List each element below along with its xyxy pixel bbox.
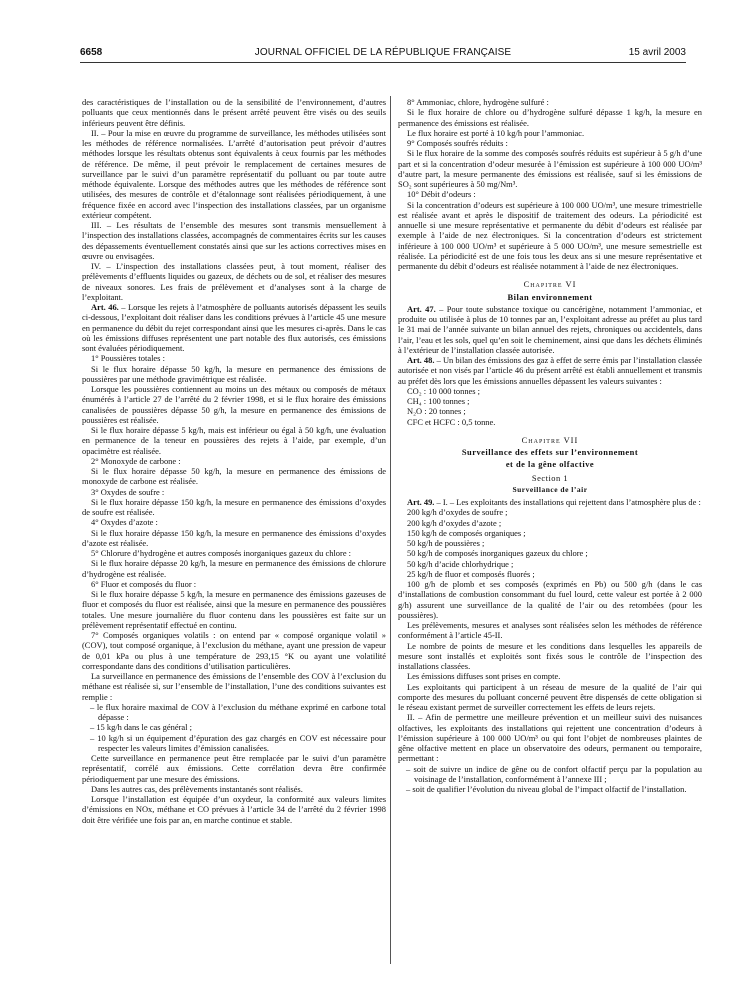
paragraph-text: 8° Ammoniac, chlore, hydrogène sulfuré : (407, 97, 549, 107)
paragraph-text: II. – Afin de permettre une meilleure prévention et un meilleur suivi des nuisances olfactives, les exploitants des installations qui rejettent une concentration d’odeurs à l’émission supérieure à 100 000 UO/m³ ou qui font l’objet de nombreuses plaintes de gêne olfactive mettent en place un observatoire des odeurs, permanent ou temporaire, permettant : (398, 712, 702, 764)
paragraph-text: 9° Composés soufrés réduits : (407, 138, 508, 148)
column-divider (390, 96, 391, 964)
paragraph (82, 97, 386, 128)
paragraph-text: Chapitre VII (521, 434, 579, 445)
section-heading (398, 292, 702, 302)
journal-title: JOURNAL OFFICIEL DE LA RÉPUBLIQUE FRANÇAISE (254, 47, 512, 58)
paragraph-text: Si le flux horaire dépasse 20 kg/h, la mesure en permanence des émissions de chlorure d’hydrogène est réalisée. (82, 558, 386, 579)
left-column (82, 97, 386, 825)
paragraph (82, 722, 386, 732)
paragraph-text: – Un bilan des émissions des gaz à effet de serre émis par l’installation classée autorisée et non visés par l’article 46 du présent arrêté est établi annuellement et transmis au préfet dès lors que les émissions annuelles dépassent les valeurs suivantes : (398, 355, 703, 386)
paragraph-text: 50 kg/h d’acide chlorhydrique ; (407, 558, 514, 569)
paragraph (398, 671, 702, 681)
paragraph-text: Lorsque l’installation est équipée d’un oxydeur, la conformité aux valeurs limites d’émissions en NOx, méthane et CO prévues à l’article 34 de l’arrêté du 2 février 1998 doit être vérifiée une fois par an, en marche continue et stable. (82, 794, 386, 825)
paragraph (82, 794, 386, 825)
paragraph-text: 50 kg/h de poussières ; (407, 538, 485, 548)
paragraph-text: Surveillance de l’air (512, 484, 588, 494)
paragraph (398, 528, 702, 538)
paragraph-text: et de la gêne olfactive (505, 459, 595, 470)
paragraph (398, 579, 702, 620)
paragraph (398, 128, 702, 138)
paragraph (398, 712, 702, 763)
paragraph-text: 150 kg/h de composés organiques ; (407, 527, 526, 538)
paragraph-text: 3° Oxydes de soufre : (91, 486, 165, 497)
paragraph (82, 733, 386, 754)
paragraph (82, 261, 386, 302)
article-number: Art. 46. (91, 302, 119, 312)
paragraph (82, 558, 386, 579)
paragraph (82, 528, 386, 549)
paragraph-text: Le nombre de points de mesure et les conditions dans lesquelles les appareils de mesure sont installés et exploités sont fixés sous le contrôle de l’inspection des installations classées. (398, 640, 702, 671)
right-column (398, 97, 702, 794)
paragraph (398, 569, 702, 579)
paragraph-text: CH₄ : 100 tonnes ; (407, 396, 470, 406)
paragraph (82, 425, 386, 456)
paragraph-text: Si le flux horaire dépasse 150 kg/h, la mesure en permanence des émissions d’oxydes de soufre est réalisée. (82, 496, 386, 517)
paragraph-text: Section 1 (531, 472, 569, 483)
paragraph-text: Si la concentration d’odeurs est supérieure à 100 000 UO/m³, une mesure trimestrielle est réalisée avant et après le dispositif de traitement des odeurs. La périodicité est annuelle si une mesure représentative et permanente du débit d’odeurs est réalisée par exemple à l’aide de nez électroniques. Si la concentration d’odeurs est strictement inférieure à 100 000 UO/m³ et supérieure à 5 000 UO/m³, une mesure semestrielle est réalisée. La périodicité est de une fois tous les deux ans si une mesure représentative et permanente du débit d’odeurs est réalisée notamment à l’aide de nez électroniques. (398, 199, 702, 271)
paragraph (82, 456, 386, 466)
paragraph (82, 671, 386, 702)
paragraph-text: – I. – Les exploitants des installations qui rejettent dans l’atmosphère plus de : (434, 497, 701, 507)
section-heading (398, 459, 702, 469)
paragraph (398, 189, 702, 199)
paragraph (82, 353, 386, 363)
paragraph-text: 5° Chlorure d’hydrogène et autres composés inorganiques gazeux du chlore : (91, 548, 352, 558)
header-rule (80, 62, 686, 63)
paragraph (82, 487, 386, 497)
paragraph-text: Les prélèvements, mesures et analyses sont réalisées selon les méthodes de référence conformément à l’article 45-II. (398, 620, 702, 641)
paragraph (398, 784, 702, 794)
paragraph (398, 559, 702, 569)
article-number: Art. 49. (407, 497, 435, 507)
paragraph (82, 784, 386, 794)
paragraph (398, 107, 702, 128)
paragraph-text: Si le flux horaire de la somme des composés soufrés réduits est supérieur à 5 g/h d’une part et si la concentration d’odeur mesurée à l’émission est supérieure à 100 000 UO/m³ d’autre part, la mesure permanente des émissions est réalisée, sauf si les émissions de SO₂ sont supérieures à 50 mg/Nm³. (398, 148, 702, 189)
paragraph-text: Surveillance des effets sur l’environnement (461, 447, 639, 457)
paragraph-text: 200 kg/h d’oxydes d’azote ; (407, 517, 502, 528)
section-heading (398, 279, 702, 289)
paragraph-text: II. – Pour la mise en œuvre du programme de surveillance, les méthodes utilisées sont les méthodes de référence normalisées. L’arrêté d’autorisation peut prévoir d’autres méthodes lorsque les résultats obtenus sont équivalents à ceux fournis par les méthodes de référence. De même, il peut prévoir le remplacement de certaines mesures de surveillance par le suivi d’un paramètre représentatif du polluant ou par toute autre méthode équivalente. Lorsque des méthodes autres que les méthodes de référence sont utilisées, des mesures de contrôle et d’étalonnage sont réalisées périodiquement, à une fréquence fixée en accord avec l’inspection des installations classées, par un organisme extérieur compétent. (82, 127, 386, 220)
paragraph (398, 764, 702, 785)
article-paragraph (398, 497, 702, 507)
paragraph (82, 517, 386, 527)
paragraph-text: III. – Les résultats de l’ensemble des mesures sont transmis mensuellement à l’inspection des installations classées, accompagnés de commentaires écrits sur les causes des dépassements éventuellement constatés ainsi que sur les actions correctives mises en œuvre ou envisagées. (82, 220, 386, 261)
paragraph (398, 148, 702, 189)
paragraph-text: Lorsque les poussières contiennent au moins un des métaux ou composés de métaux énumérés à l’article 27 de l’arrêté du 2 février 1998, et si le flux horaire des émissions canalisées de poussières dépasse 50 g/h, la mesure en permanence des émissions de poussières est réalisée. (82, 384, 386, 425)
paragraph (82, 753, 386, 784)
article-paragraph (398, 355, 702, 386)
paragraph (82, 384, 386, 425)
paragraph-text: 50 kg/h de composés inorganiques gazeux du chlore ; (407, 548, 588, 559)
paragraph (398, 507, 702, 517)
paragraph-text: – soit de suivre un indice de gêne ou de confort olfactif perçu par la population au voisinage de l’installation, conformément à l’annexe III ; (406, 763, 702, 784)
paragraph (82, 589, 386, 630)
paragraph-text: 4° Oxydes d’azote : (91, 517, 158, 528)
paragraph (398, 97, 702, 107)
paragraph-text: – 15 kg/h dans le cas général ; (90, 722, 192, 733)
paragraph (398, 396, 702, 406)
paragraph (398, 138, 702, 148)
paragraph (398, 641, 702, 672)
paragraph-text: – 10 kg/h si un équipement d’épuration des gaz chargés en COV est nécessaire pour respecter les valeurs limites d’émission canalisées. (90, 732, 386, 753)
paragraph (82, 702, 386, 723)
paragraph (398, 548, 702, 558)
paragraph (82, 579, 386, 589)
paragraph-text: 7° Composés organiques volatils : on entend par « composé organique volatil » (COV), tout composé organique, à l’exclusion du méthane, ayant une pression de vapeur de 0,01 kPa ou plus à une température de 293,15 °K ou ayant une volatilité correspondante dans des conditions d’utilisation particulières. (82, 630, 386, 671)
paragraph-text: Bilan environnement (507, 291, 593, 302)
paragraph-text: Si le flux horaire dépasse 50 kg/h, la mesure en permanence des émissions de monoxyde de carbone est réalisée. (82, 466, 386, 487)
article-number: Art. 47. (407, 303, 436, 314)
paragraph (398, 417, 702, 427)
article-paragraph (398, 304, 702, 355)
paragraph-text: Si le flux horaire dépasse 5 kg/h, la mesure en permanence des émissions gazeuses de fluor et composés du fluor est réalisée, ainsi que la mesure en permanence des poussières totales. Une mesure journalière du fluor contenu dans les poussières est faite sur un prélèvement représentatif effectué en continu. (82, 589, 386, 630)
paragraph-text: Les exploitants qui participent à un réseau de mesure de la qualité de l’air qui comporte des mesures du polluant concerné peuvent être dispensés de cette obligation si le réseau existant permet de surveiller correctement les effets de leurs rejets. (398, 681, 702, 712)
paragraph (398, 518, 702, 528)
article-number: Art. 48. (407, 355, 435, 365)
paragraph-text: CO₂ : 10 000 tonnes ; (407, 385, 481, 396)
paragraph (82, 466, 386, 487)
paragraph (82, 364, 386, 385)
paragraph-text: 1° Poussières totales : (91, 353, 165, 364)
paragraph (82, 548, 386, 558)
paragraph (398, 200, 702, 272)
paragraph (82, 630, 386, 671)
paragraph-text: Dans les autres cas, des prélèvements instantanés sont réalisés. (91, 783, 303, 794)
paragraph-text: Si le flux horaire de chlore ou d’hydrogène sulfuré dépasse 1 kg/h, la mesure en permanence des émissions est réalisée. (398, 107, 702, 128)
paragraph (398, 682, 702, 713)
section-heading (398, 447, 702, 457)
paragraph-text: La surveillance en permanence des émissions de l’ensemble des COV à l’exclusion du méthane est réalisée si, sur l’ensemble de l’installation, l’une des conditions suivantes est remplie : (82, 671, 386, 702)
paragraph-text: – le flux horaire maximal de COV à l’exclusion du méthane exprimé en carbone total dépasse : (90, 701, 386, 722)
paragraph (398, 386, 702, 396)
paragraph (82, 128, 386, 220)
paragraph-text: Si le flux horaire dépasse 5 kg/h, mais est inférieur ou égal à 50 kg/h, une évaluation en permanence de la teneur en poussières des rejets à l’aide, par exemple, d’un opacimètre est réalisée. (82, 425, 386, 456)
paragraph (82, 220, 386, 261)
paragraph-text: Si le flux horaire dépasse 50 kg/h, la mesure en permanence des émissions de poussières par une méthode gravimétrique est réalisée. (82, 363, 386, 384)
paragraph-text: Les émissions diffuses sont prises en compte. (407, 671, 561, 682)
paragraph-text: des caractéristiques de l’installation ou de la sensibilité de l’environnement, d’autres polluants que ceux mentionnés dans le présent arrêté peuvent être visés ou des seuils inférieurs peuvent être définis. (82, 97, 386, 128)
paragraph-text: N₂O : 20 tonnes ; (407, 406, 466, 417)
paragraph-text: 6° Fluor et composés du fluor : (91, 578, 197, 589)
paragraph-text: Le flux horaire est porté à 10 kg/h pour l’ammoniac. (407, 127, 585, 138)
paragraph (398, 406, 702, 416)
paragraph-text: – soit de qualifier l’évolution du niveau global de l’impact olfactif de l’installation. (406, 784, 687, 794)
paragraph-text: 10° Débit d’odeurs : (407, 189, 476, 200)
paragraph-text: Si le flux horaire dépasse 150 kg/h, la mesure en permanence des émissions d’oxydes d’azote est réalisée. (82, 527, 386, 548)
paragraph-text: Chapitre VI (523, 279, 577, 290)
paragraph-text: 25 kg/h de fluor et composés fluorés ; (407, 568, 535, 579)
article-paragraph (82, 302, 386, 353)
paragraph-text: 100 g/h de plomb et ses composés (exprimés en Pb) ou 500 g/h (dans le cas d’installations de combustion consommant du fuel lourd, cette valeur est portée à 2 000 g/h) assurent une surveillance de la qualité de l’air ou des retombées (pour les poussières). (398, 579, 702, 620)
issue-date: 15 avril 2003 (628, 47, 686, 58)
paragraph-text: CFC et HCFC : 0,5 tonne. (407, 416, 496, 427)
paragraph (398, 538, 702, 548)
paragraph (82, 497, 386, 518)
section-heading (398, 485, 702, 495)
page-number: 6658 (80, 47, 103, 58)
paragraph-text: 200 kg/h d’oxydes de soufre ; (407, 507, 508, 518)
paragraph-text: – Lorsque les rejets à l’atmosphère de polluants autorisés dépassent les seuils ci-dessous, l’exploitant doit réaliser dans les conditions prévues à l’article 45 une mesure en permanence du débit du rejet correspondant ainsi que les mesures ci-après. Dans le cas où les émissions diffuses représentent une part notable des flux autorisés, ces émissions sont évaluées périodiquement. (82, 302, 386, 353)
paragraph-text: Cette surveillance en permanence peut être remplacée par le suivi d’un paramètre représentatif, corrélé aux émissions. Cette corrélation devra être confirmée périodiquement par une mesure des émissions. (82, 753, 386, 784)
section-heading (398, 473, 702, 483)
paragraph-text: 2° Monoxyde de carbone : (91, 455, 181, 466)
paragraph (398, 620, 702, 641)
paragraph-text: IV. – L’inspection des installations classées peut, à tout moment, réaliser des prélèvements d’effluents liquides ou gazeux, de déchets ou de sol, et réaliser des mesures de niveaux sonores. Les frais de prélèvement et d’analyses sont à la charge de l’exploitant. (82, 261, 386, 302)
paragraph-text: – Pour toute substance toxique ou cancérigène, notamment l’ammoniac, et produite ou utilisée à plus de 10 tonnes par an, l’exploitant adresse au préfet au plus tard le 31 mai de l’année suivante un bilan annuel des rejets, chroniques ou accidentels, dans l’air, l’eau et les sols, quel qu’en soit le cheminement, ainsi que dans les déchets éliminés à l’extérieur de l’installation classée autorisée. (398, 303, 702, 355)
section-heading (398, 435, 702, 445)
